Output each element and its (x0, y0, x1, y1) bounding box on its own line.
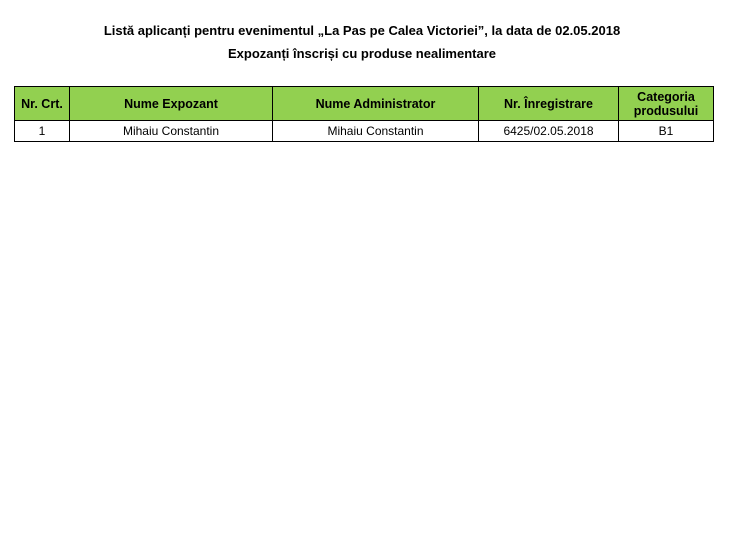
table-header-row (15, 87, 714, 121)
cell-categoria-produsului: B1 (619, 121, 714, 142)
column-header-nume-administrator: Nume Administrator (273, 87, 479, 121)
column-header-categoria-produsului: Categoria produsului (619, 87, 714, 121)
applicants-table (14, 86, 714, 142)
cell-nr-inregistrare: 6425/02.05.2018 (479, 121, 619, 142)
column-header-nr-inregistrare: Nr. Înregistrare (479, 87, 619, 121)
document-subtitle: Expozanți înscriși cu produse nealimentare (227, 46, 497, 61)
document-title: Listă aplicanți pentru evenimentul „La Pas pe Calea Victoriei”, la data de 02.05.2018 (103, 23, 621, 38)
cell-nr-crt: 1 (15, 121, 70, 142)
cell-nume-administrator: Mihaiu Constantin (273, 121, 479, 142)
column-header-nr-crt: Nr. Crt. (15, 87, 70, 121)
table-row (15, 121, 714, 142)
cell-nume-expozant: Mihaiu Constantin (70, 121, 273, 142)
column-header-nume-expozant: Nume Expozant (70, 87, 273, 121)
